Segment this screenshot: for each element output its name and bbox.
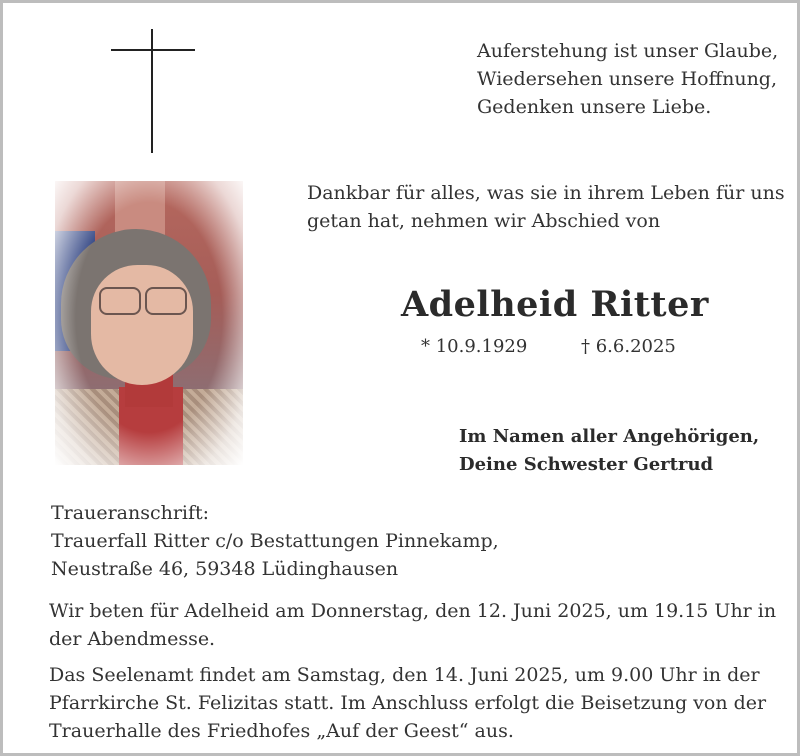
cross-icon xyxy=(111,29,195,153)
address-line: Trauerfall Ritter c/o Bestattungen Pinnekamp, xyxy=(51,530,499,552)
mass-notice xyxy=(49,597,789,653)
mass-line: Wir beten für Adelheid am Donnerstag, den 12. Juni 2025, um 19.15 Uhr in xyxy=(49,600,777,622)
address-line: Traueranschrift: xyxy=(51,502,210,524)
motto xyxy=(477,37,787,121)
family-line: Im Namen aller Angehörigen, xyxy=(459,426,760,447)
motto-line: Auferstehung ist unser Glaube, xyxy=(477,40,779,62)
mourning-address xyxy=(51,499,751,583)
address-line: Neustraße 46, 59348 Lüdinghausen xyxy=(51,558,399,580)
funeral-line: Trauerhalle des Friedhofes „Auf der Geest“ aus. xyxy=(49,720,514,742)
birth-date: * 10.9.1929 xyxy=(421,336,528,357)
death-date: † 6.6.2025 xyxy=(581,336,676,357)
family-signature xyxy=(459,423,759,479)
funeral-notice xyxy=(49,661,789,745)
thanks-line: getan hat, nehmen wir Abschied von xyxy=(307,210,661,232)
mass-line: der Abendmesse. xyxy=(49,628,216,650)
funeral-line: Das Seelenamt findet am Samstag, den 14. Juni 2025, um 9.00 Uhr in der xyxy=(49,664,760,686)
family-line: Deine Schwester Gertrud xyxy=(459,454,714,475)
portrait-photo xyxy=(55,181,243,465)
thanks-line: Dankbar für alles, was sie in ihrem Leben für uns xyxy=(307,182,785,204)
funeral-line: Pfarrkirche St. Felizitas statt. Im Anschluss erfolgt die Beisetzung von der xyxy=(49,692,767,714)
deceased-name: Adelheid Ritter xyxy=(401,284,709,325)
motto-line: Wiedersehen unsere Hoffnung, xyxy=(477,68,778,90)
thanks-text xyxy=(307,179,787,235)
motto-line: Gedenken unsere Liebe. xyxy=(477,96,712,118)
